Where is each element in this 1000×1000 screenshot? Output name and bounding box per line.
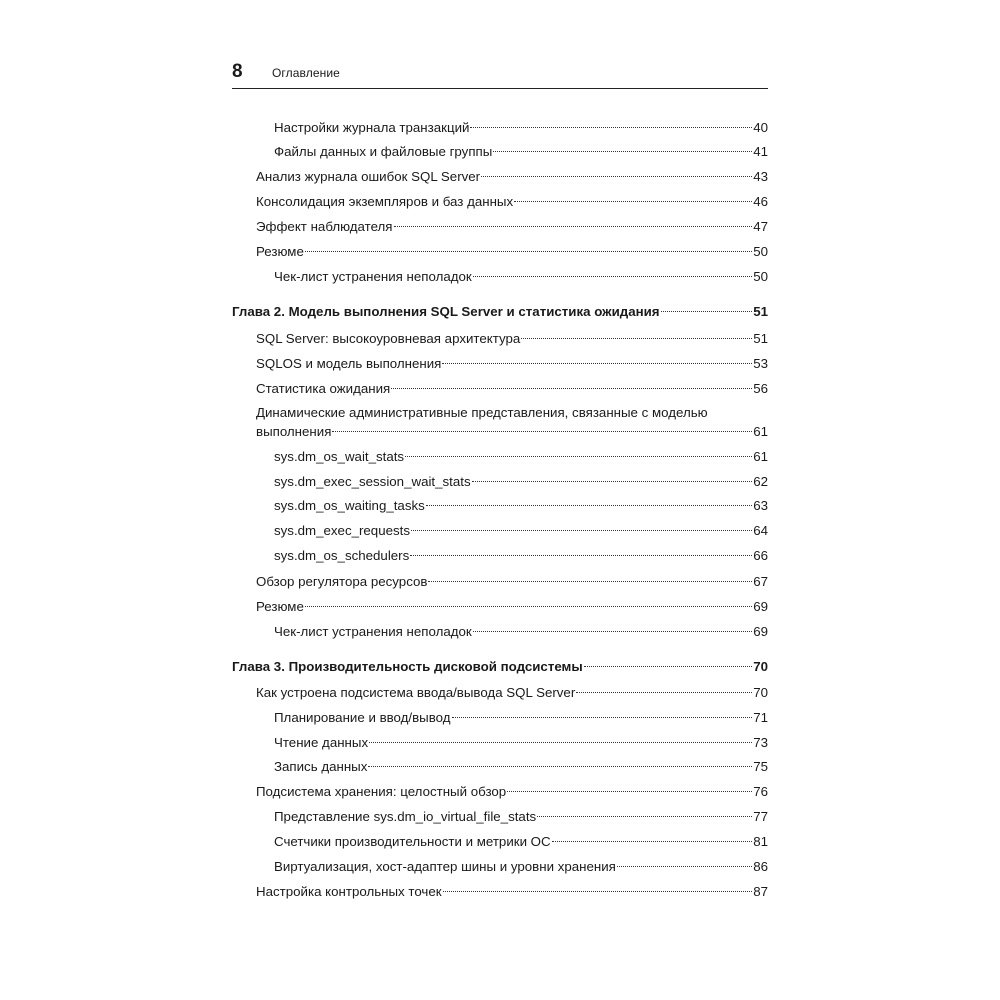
toc-entry-title: sys.dm_exec_session_wait_stats <box>274 474 471 489</box>
toc-entry[interactable] <box>232 830 768 854</box>
toc-leader-dots <box>493 151 752 152</box>
toc-entry-title: Статистика ожидания <box>256 381 391 396</box>
toc-entry-page: 76 <box>753 784 768 799</box>
toc-entry[interactable] <box>232 420 768 444</box>
toc-entry-title: Чек-лист устранения неполадок <box>274 624 472 639</box>
toc-leader-dots <box>305 251 752 252</box>
toc-entry-title: Планирование и ввод/вывод <box>274 710 451 725</box>
toc-entry-page: 50 <box>753 244 768 259</box>
toc-leader-dots <box>428 581 752 582</box>
toc-entry-page: 53 <box>753 356 768 371</box>
toc-entry-title: Резюме <box>256 244 304 259</box>
toc-leader-dots <box>394 226 753 227</box>
toc-entry[interactable] <box>232 116 768 140</box>
toc-leader-dots <box>473 276 752 277</box>
toc-entry[interactable] <box>232 620 768 644</box>
toc-leader-dots <box>514 201 752 202</box>
toc-leader-dots <box>411 530 752 531</box>
toc-leader-dots <box>442 363 752 364</box>
toc-leader-dots <box>470 127 752 128</box>
toc-chapter-title: Глава 2. Модель выполнения SQL Server и статистика ожидания <box>232 304 660 319</box>
toc-leader-dots <box>369 742 752 743</box>
toc-entry-title: sys.dm_os_wait_stats <box>274 449 405 464</box>
toc-leader-dots <box>305 606 752 607</box>
toc-entry-page: 71 <box>753 710 768 725</box>
toc-entry-title: Запись данных <box>274 759 368 774</box>
toc-entry-page: 64 <box>753 523 768 538</box>
toc-leader-dots <box>576 692 752 693</box>
toc-entry-title: Счетчики производительности и метрики ОС <box>274 834 551 849</box>
toc-entry[interactable] <box>232 570 768 594</box>
toc-entry-title-line2: выполнения <box>256 424 332 439</box>
toc-entry-title: Обзор регулятора ресурсов <box>256 574 428 589</box>
toc-entry-page: 73 <box>753 735 768 750</box>
toc-entry-page: 77 <box>753 809 768 824</box>
toc-entry-title: Чек-лист устранения неполадок <box>274 269 472 284</box>
toc-entry[interactable] <box>232 780 768 804</box>
toc-entry-page: 86 <box>753 859 768 874</box>
toc-entry-title: Файлы данных и файловые группы <box>274 144 493 159</box>
toc-entry-page: 81 <box>753 834 768 849</box>
toc-entry-title-line1[interactable]: Динамические административные представления, связанные с моделью <box>256 405 708 420</box>
toc-entry-page: 56 <box>753 381 768 396</box>
toc-entry[interactable] <box>232 880 768 904</box>
toc-entry-title: Чтение данных <box>274 735 369 750</box>
toc-leader-dots <box>537 816 752 817</box>
toc-entry[interactable] <box>232 519 768 543</box>
toc-entry-title: Резюме <box>256 599 304 614</box>
toc-entry-title: Анализ журнала ошибок SQL Server <box>256 169 481 184</box>
toc-entry[interactable] <box>232 805 768 829</box>
page-number: 8 <box>232 61 243 82</box>
toc-entry-title: Виртуализация, хост-адаптер шины и уровни хранения <box>274 859 616 874</box>
toc-entry[interactable] <box>232 731 768 755</box>
running-title: Оглавление <box>272 66 340 80</box>
toc-entry-title: Настройки журнала транзакций <box>274 120 470 135</box>
toc-entry[interactable] <box>232 165 768 189</box>
toc-leader-dots <box>391 388 752 389</box>
toc-entry-title: Подсистема хранения: целостный обзор <box>256 784 507 799</box>
toc-entry-page: 51 <box>753 331 768 346</box>
toc-entry[interactable] <box>232 595 768 619</box>
toc-entry-title: Настройка контрольных точек <box>256 884 442 899</box>
toc-entry[interactable] <box>232 190 768 214</box>
toc-entry-title: Как устроена подсистема ввода/вывода SQL Server <box>256 685 576 700</box>
toc-entry-page: 41 <box>753 144 768 159</box>
toc-entry[interactable] <box>232 240 768 264</box>
toc-entry[interactable] <box>232 706 768 730</box>
toc-entry-page: 69 <box>753 624 768 639</box>
toc-leader-dots <box>368 766 752 767</box>
toc-entry-title: Представление sys.dm_io_virtual_file_stats <box>274 809 537 824</box>
toc-entry[interactable] <box>232 140 768 164</box>
toc-entry[interactable] <box>232 215 768 239</box>
toc-entry-page: 70 <box>753 659 768 674</box>
toc-entry-title: Консолидация экземпляров и баз данных <box>256 194 514 209</box>
toc-leader-dots <box>332 431 752 432</box>
toc-entry-title: SQL Server: высокоуровневая архитектура <box>256 331 521 346</box>
toc-leader-dots <box>661 311 753 312</box>
page-header <box>232 58 768 90</box>
toc-entry-page: 61 <box>753 449 768 464</box>
toc-leader-dots <box>452 717 753 718</box>
toc-entry-page: 61 <box>753 424 768 439</box>
toc-leader-dots <box>584 666 752 667</box>
toc-entry-page: 67 <box>753 574 768 589</box>
toc-leader-dots <box>481 176 752 177</box>
toc-entry-title: Эффект наблюдателя <box>256 219 393 234</box>
toc-leader-dots <box>521 338 752 339</box>
toc-chapter-entry[interactable] <box>232 300 768 324</box>
toc-entry[interactable] <box>232 494 768 518</box>
toc-entry[interactable] <box>232 327 768 351</box>
toc-entry-page: 69 <box>753 599 768 614</box>
toc-leader-dots <box>443 891 753 892</box>
toc-entry-title: sys.dm_os_waiting_tasks <box>274 498 425 513</box>
toc-entry-page: 46 <box>753 194 768 209</box>
toc-entry-page: 70 <box>753 685 768 700</box>
toc-leader-dots <box>552 841 753 842</box>
toc-entry[interactable] <box>232 544 768 568</box>
toc-entry[interactable] <box>232 377 768 401</box>
toc-entry-page: 63 <box>753 498 768 513</box>
toc-entry-page: 47 <box>753 219 768 234</box>
toc-entry-page: 66 <box>753 548 768 563</box>
toc-entry[interactable] <box>232 352 768 376</box>
toc-entry-title: sys.dm_exec_requests <box>274 523 410 538</box>
toc-leader-dots <box>507 791 752 792</box>
toc-entry-page: 75 <box>753 759 768 774</box>
toc-entry[interactable] <box>232 265 768 289</box>
toc-entry-page: 40 <box>753 120 768 135</box>
toc-entry-title: sys.dm_os_schedulers <box>274 548 410 563</box>
toc-entry-page: 87 <box>753 884 768 899</box>
toc-chapter-entry[interactable] <box>232 655 768 679</box>
toc-entry[interactable] <box>232 755 768 779</box>
toc-entry[interactable] <box>232 855 768 879</box>
toc-entry-page: 51 <box>753 304 768 319</box>
toc-leader-dots <box>617 866 752 867</box>
toc-entry[interactable] <box>232 681 768 705</box>
toc-entry-page: 50 <box>753 269 768 284</box>
toc-leader-dots <box>473 631 752 632</box>
header-rule <box>232 88 768 89</box>
toc-leader-dots <box>405 456 752 457</box>
toc-leader-dots <box>472 481 753 482</box>
toc-entry-title: SQLOS и модель выполнения <box>256 356 442 371</box>
toc-entry[interactable] <box>232 470 768 494</box>
toc-chapter-title: Глава 3. Производительность дисковой подсистемы <box>232 659 583 674</box>
toc-entry-page: 43 <box>753 169 768 184</box>
toc-leader-dots <box>426 505 752 506</box>
toc-entry[interactable] <box>232 445 768 469</box>
toc-entry-page: 62 <box>753 474 768 489</box>
toc-leader-dots <box>410 555 752 556</box>
